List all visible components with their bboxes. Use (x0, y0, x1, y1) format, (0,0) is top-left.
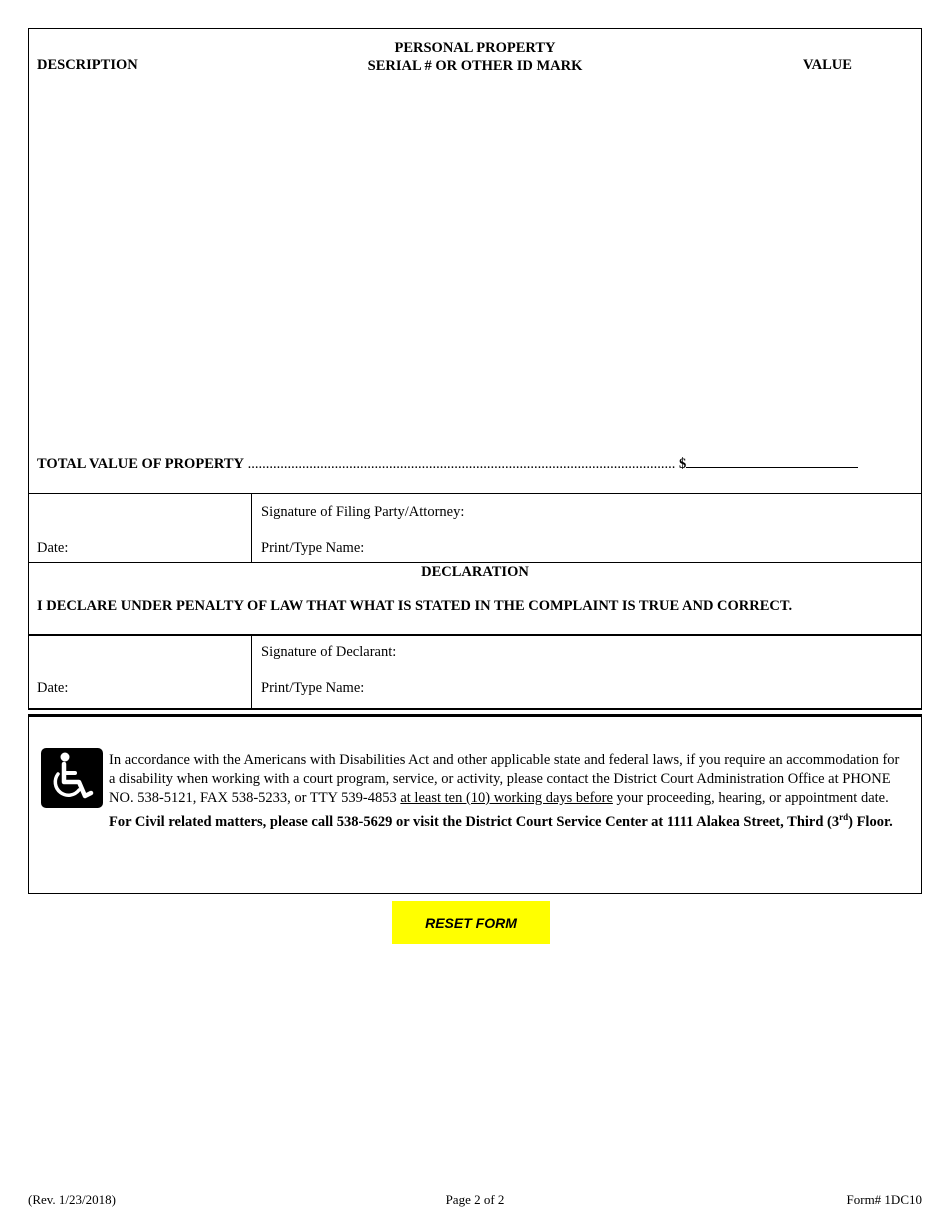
filing-party-signature-block (28, 493, 922, 563)
description-header: DESCRIPTION (37, 57, 138, 73)
serial-header-line1: PERSONAL PROPERTY (394, 40, 556, 56)
print-name-label: Print/Type Name: (261, 680, 365, 696)
date-cell[interactable] (29, 636, 252, 708)
ada-text-part1: In accordance with the Americans with Disabilities Act and other applicable state and federal laws, if you require an accommodation for a disability when working with a court program, service, or activity, please contact the District Court Administration Office at PHONE NO. 538-5121, FAX 538-5233, or TTY 539-4853 (109, 752, 900, 806)
revision-date: (Rev. 1/23/2018) (28, 1192, 116, 1207)
serial-header (29, 39, 921, 75)
personal-property-table (28, 28, 922, 494)
form-number: Form# 1DC10 (846, 1192, 922, 1207)
currency-symbol: $ (678, 456, 687, 472)
date-label: Date: (37, 540, 69, 556)
leader-dots: ...................................................................................................................... (243, 456, 679, 472)
ada-deadline: at least ten (10) working days before (400, 790, 613, 806)
reset-form-button[interactable]: RESET FORM (392, 901, 550, 944)
date-cell[interactable] (29, 494, 252, 562)
ada-text-part2: your proceeding, hearing, or appointment date. (612, 790, 889, 806)
filing-party-signature-label: Signature of Filing Party/Attorney: (261, 504, 465, 520)
declarant-signature-label: Signature of Declarant: (261, 644, 397, 660)
declaration-statement: I DECLARE UNDER PENALTY OF LAW THAT WHAT IS STATED IN THE COMPLAINT IS TRUE AND CORRECT. (37, 598, 793, 614)
total-value-row (37, 453, 911, 473)
value-header: VALUE (803, 57, 852, 73)
total-value-field[interactable] (686, 453, 858, 468)
total-value-label: TOTAL VALUE OF PROPERTY (37, 456, 244, 472)
civil-matters-notice: For Civil related matters, please call 538-5629 or visit the District Court Service Center at 1111 Alakea Street, Third (3rd) Floor. (109, 812, 893, 830)
page-number: Page 2 of 2 (445, 1192, 505, 1207)
ada-notice-text (109, 751, 909, 832)
declaration-section (28, 562, 922, 635)
declarant-signature-block (28, 635, 922, 710)
print-name-label: Print/Type Name: (261, 540, 365, 556)
serial-header-line2: SERIAL # OR OTHER ID MARK (367, 58, 583, 74)
date-label: Date: (37, 680, 69, 696)
ada-notice (28, 714, 922, 894)
declaration-title: DECLARATION (421, 564, 529, 580)
wheelchair-icon (41, 748, 103, 808)
